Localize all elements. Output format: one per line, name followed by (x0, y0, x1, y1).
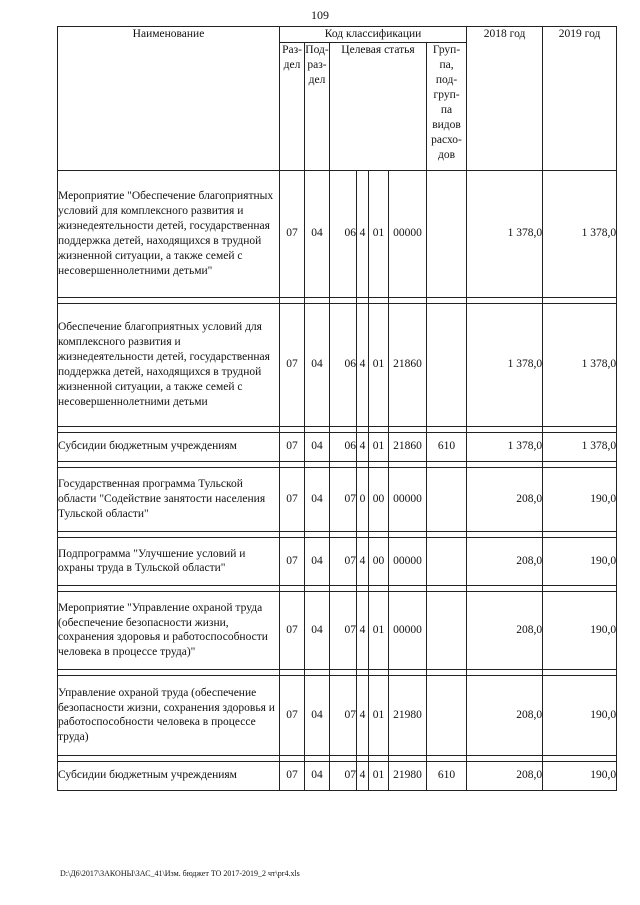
row-razdel: 07 (280, 675, 305, 755)
row-target-program: 07 (330, 591, 357, 669)
row-target-subprogram: 4 (357, 303, 369, 426)
row-amount-2018: 208,0 (467, 591, 543, 669)
row-target-event: 01 (369, 170, 389, 297)
row-name: Мероприятие "Управление охраной труда (обеспечение безопасности жизни, сохранения здоровья и работоспособности человека в процессе труда)" (58, 591, 280, 669)
row-razdel: 07 (280, 591, 305, 669)
row-target-direction: 21980 (389, 761, 427, 790)
row-amount-2019: 190,0 (543, 537, 617, 585)
row-target-direction: 00000 (389, 467, 427, 531)
row-razdel: 07 (280, 467, 305, 531)
row-razdel: 07 (280, 170, 305, 297)
table-body (58, 170, 617, 790)
row-target-subprogram: 4 (357, 170, 369, 297)
table-row (58, 303, 617, 426)
row-podrazdel: 04 (305, 675, 330, 755)
row-target-direction: 21980 (389, 675, 427, 755)
header-target: Целевая статья (330, 42, 427, 170)
row-expense-type (427, 591, 467, 669)
row-amount-2019: 190,0 (543, 761, 617, 790)
row-target-event: 00 (369, 537, 389, 585)
row-name: Подпрограмма "Улучшение условий и охраны труда в Тульской области" (58, 537, 280, 585)
row-podrazdel: 04 (305, 170, 330, 297)
row-expense-type (427, 537, 467, 585)
table-row (58, 467, 617, 531)
row-expense-type (427, 467, 467, 531)
table-row (58, 761, 617, 790)
header-razdel: Раз- дел (280, 42, 305, 170)
row-target-program: 06 (330, 432, 357, 461)
row-amount-2018: 1 378,0 (467, 432, 543, 461)
row-amount-2019: 1 378,0 (543, 303, 617, 426)
header-podrazdel: Под- раз- дел (305, 42, 330, 170)
row-target-subprogram: 4 (357, 761, 369, 790)
row-amount-2019: 190,0 (543, 467, 617, 531)
row-podrazdel: 04 (305, 467, 330, 531)
row-target-subprogram: 4 (357, 432, 369, 461)
row-amount-2018: 208,0 (467, 675, 543, 755)
row-podrazdel: 04 (305, 591, 330, 669)
row-target-event: 01 (369, 761, 389, 790)
row-amount-2019: 190,0 (543, 675, 617, 755)
row-target-event: 01 (369, 303, 389, 426)
table-row (58, 432, 617, 461)
row-target-direction: 21860 (389, 432, 427, 461)
row-amount-2018: 1 378,0 (467, 303, 543, 426)
row-podrazdel: 04 (305, 303, 330, 426)
row-target-program: 07 (330, 537, 357, 585)
row-razdel: 07 (280, 761, 305, 790)
row-target-subprogram: 4 (357, 537, 369, 585)
row-razdel: 07 (280, 303, 305, 426)
row-podrazdel: 04 (305, 761, 330, 790)
header-name: Наименование (58, 27, 280, 171)
row-target-direction: 00000 (389, 170, 427, 297)
row-name: Субсидии бюджетным учреждениям (58, 761, 280, 790)
row-amount-2019: 1 378,0 (543, 432, 617, 461)
row-podrazdel: 04 (305, 537, 330, 585)
row-expense-type (427, 170, 467, 297)
header-code-group: Код классификации (280, 27, 467, 43)
row-target-subprogram: 0 (357, 467, 369, 531)
row-amount-2019: 190,0 (543, 591, 617, 669)
row-name: Субсидии бюджетным учреждениям (58, 432, 280, 461)
row-expense-type (427, 303, 467, 426)
table-row (58, 675, 617, 755)
table-row (58, 170, 617, 297)
table-row (58, 591, 617, 669)
row-amount-2018: 208,0 (467, 537, 543, 585)
row-target-program: 07 (330, 761, 357, 790)
row-razdel: 07 (280, 432, 305, 461)
row-name: Мероприятие "Обеспечение благоприятных условий для комплексного развития и жизнедеятельности детей, государственная поддержка детей, находящихся в трудной жизненной ситуации, а также семей с несовершеннолетними детьми" (58, 170, 280, 297)
row-target-subprogram: 4 (357, 591, 369, 669)
row-name: Управление охраной труда (обеспечение безопасности жизни, сохранения здоровья и работоспособности человека в процессе труда) (58, 675, 280, 755)
row-target-subprogram: 4 (357, 675, 369, 755)
table-row (58, 537, 617, 585)
row-target-program: 06 (330, 303, 357, 426)
row-podrazdel: 04 (305, 432, 330, 461)
row-name: Обеспечение благоприятных условий для комплексного развития и жизнедеятельности детей, государственная поддержка детей, находящихся в трудной жизненной ситуации, а также семей с несовершеннолетними детьми (58, 303, 280, 426)
row-target-direction: 21860 (389, 303, 427, 426)
header-year-2019: 2019 год (543, 27, 617, 171)
row-target-program: 06 (330, 170, 357, 297)
row-target-direction: 00000 (389, 591, 427, 669)
file-path-footer: D:\Д6\2017\ЗАКОНЫ\ЗАС_41\Изм. бюджет ТО 2017-2019_2 чт\pr4.xls (60, 869, 300, 878)
row-target-event: 01 (369, 675, 389, 755)
row-amount-2019: 1 378,0 (543, 170, 617, 297)
row-target-program: 07 (330, 675, 357, 755)
row-name: Государственная программа Тульской области "Содействие занятости населения Тульской области" (58, 467, 280, 531)
page-number: 109 (311, 8, 329, 22)
header-vid: Груп- па, под- груп- па видов расхо- дов (427, 42, 467, 170)
row-expense-type: 610 (427, 761, 467, 790)
budget-table (57, 26, 617, 791)
row-amount-2018: 208,0 (467, 467, 543, 531)
row-target-event: 01 (369, 591, 389, 669)
row-amount-2018: 208,0 (467, 761, 543, 790)
row-expense-type: 610 (427, 432, 467, 461)
row-expense-type (427, 675, 467, 755)
header-year-2018: 2018 год (467, 27, 543, 171)
row-razdel: 07 (280, 537, 305, 585)
row-target-event: 00 (369, 467, 389, 531)
row-target-program: 07 (330, 467, 357, 531)
row-target-event: 01 (369, 432, 389, 461)
row-target-direction: 00000 (389, 537, 427, 585)
row-amount-2018: 1 378,0 (467, 170, 543, 297)
